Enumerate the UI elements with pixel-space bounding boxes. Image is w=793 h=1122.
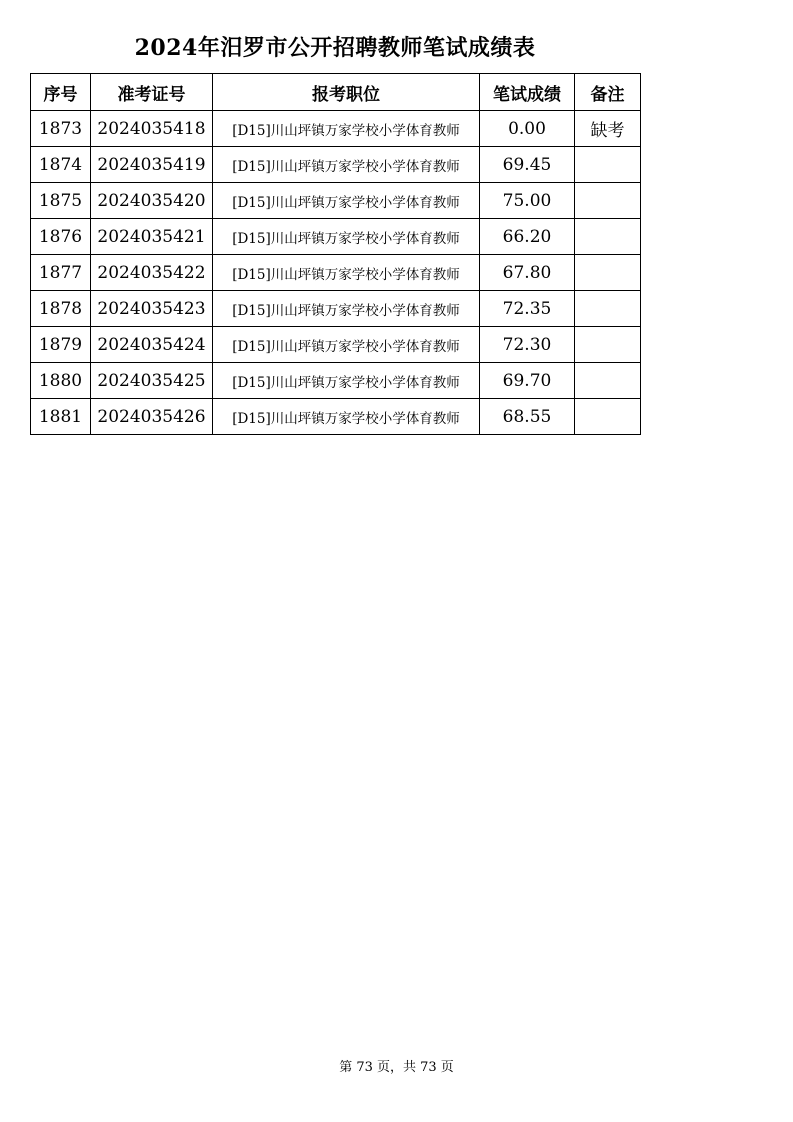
header-position: 报考职位 <box>213 74 480 111</box>
cell-score: 67.80 <box>480 255 575 291</box>
cell-score: 66.20 <box>480 219 575 255</box>
cell-score: 0.00 <box>480 111 575 147</box>
table-row <box>31 327 641 363</box>
cell-seq: 1878 <box>31 291 91 327</box>
page-footer: 第 73 页，共 73 页 <box>339 1060 454 1075</box>
cell-seq: 1877 <box>31 255 91 291</box>
cell-remark <box>575 291 641 327</box>
cell-seq: 1879 <box>31 327 91 363</box>
cell-score: 69.70 <box>480 363 575 399</box>
cell-remark <box>575 399 641 435</box>
cell-score: 69.45 <box>480 147 575 183</box>
table-row <box>31 183 641 219</box>
cell-remark <box>575 363 641 399</box>
cell-remark <box>575 147 641 183</box>
table-header-row <box>31 74 641 111</box>
table-row <box>31 399 641 435</box>
table-row <box>31 255 641 291</box>
cell-seq: 1881 <box>31 399 91 435</box>
table-row <box>31 219 641 255</box>
cell-score: 72.30 <box>480 327 575 363</box>
cell-ticket: 2024035423 <box>91 291 213 327</box>
header-remark: 备注 <box>575 74 641 111</box>
table-row <box>31 147 641 183</box>
header-score: 笔试成绩 <box>480 74 575 111</box>
cell-position: [D15]川山坪镇万家学校小学体育教师 <box>213 147 480 183</box>
cell-position: [D15]川山坪镇万家学校小学体育教师 <box>213 111 480 147</box>
cell-position: [D15]川山坪镇万家学校小学体育教师 <box>213 399 480 435</box>
cell-seq: 1873 <box>31 111 91 147</box>
cell-ticket: 2024035424 <box>91 327 213 363</box>
cell-ticket: 2024035425 <box>91 363 213 399</box>
header-ticket: 准考证号 <box>91 74 213 111</box>
cell-ticket: 2024035418 <box>91 111 213 147</box>
cell-position: [D15]川山坪镇万家学校小学体育教师 <box>213 327 480 363</box>
cell-remark <box>575 327 641 363</box>
cell-ticket: 2024035419 <box>91 147 213 183</box>
cell-remark: 缺考 <box>575 111 641 147</box>
cell-ticket: 2024035420 <box>91 183 213 219</box>
cell-position: [D15]川山坪镇万家学校小学体育教师 <box>213 255 480 291</box>
page-title: 2024年汨罗市公开招聘教师笔试成绩表 <box>134 35 536 61</box>
cell-position: [D15]川山坪镇万家学校小学体育教师 <box>213 183 480 219</box>
cell-position: [D15]川山坪镇万家学校小学体育教师 <box>213 291 480 327</box>
table-row <box>31 291 641 327</box>
table-row <box>31 111 641 147</box>
cell-ticket: 2024035426 <box>91 399 213 435</box>
cell-position: [D15]川山坪镇万家学校小学体育教师 <box>213 219 480 255</box>
cell-ticket: 2024035421 <box>91 219 213 255</box>
cell-seq: 1880 <box>31 363 91 399</box>
cell-remark <box>575 255 641 291</box>
scores-table <box>30 73 641 435</box>
cell-remark <box>575 183 641 219</box>
cell-seq: 1874 <box>31 147 91 183</box>
cell-score: 68.55 <box>480 399 575 435</box>
cell-seq: 1875 <box>31 183 91 219</box>
cell-seq: 1876 <box>31 219 91 255</box>
cell-score: 72.35 <box>480 291 575 327</box>
header-seq: 序号 <box>31 74 91 111</box>
cell-ticket: 2024035422 <box>91 255 213 291</box>
cell-score: 75.00 <box>480 183 575 219</box>
table-row <box>31 363 641 399</box>
cell-position: [D15]川山坪镇万家学校小学体育教师 <box>213 363 480 399</box>
cell-remark <box>575 219 641 255</box>
